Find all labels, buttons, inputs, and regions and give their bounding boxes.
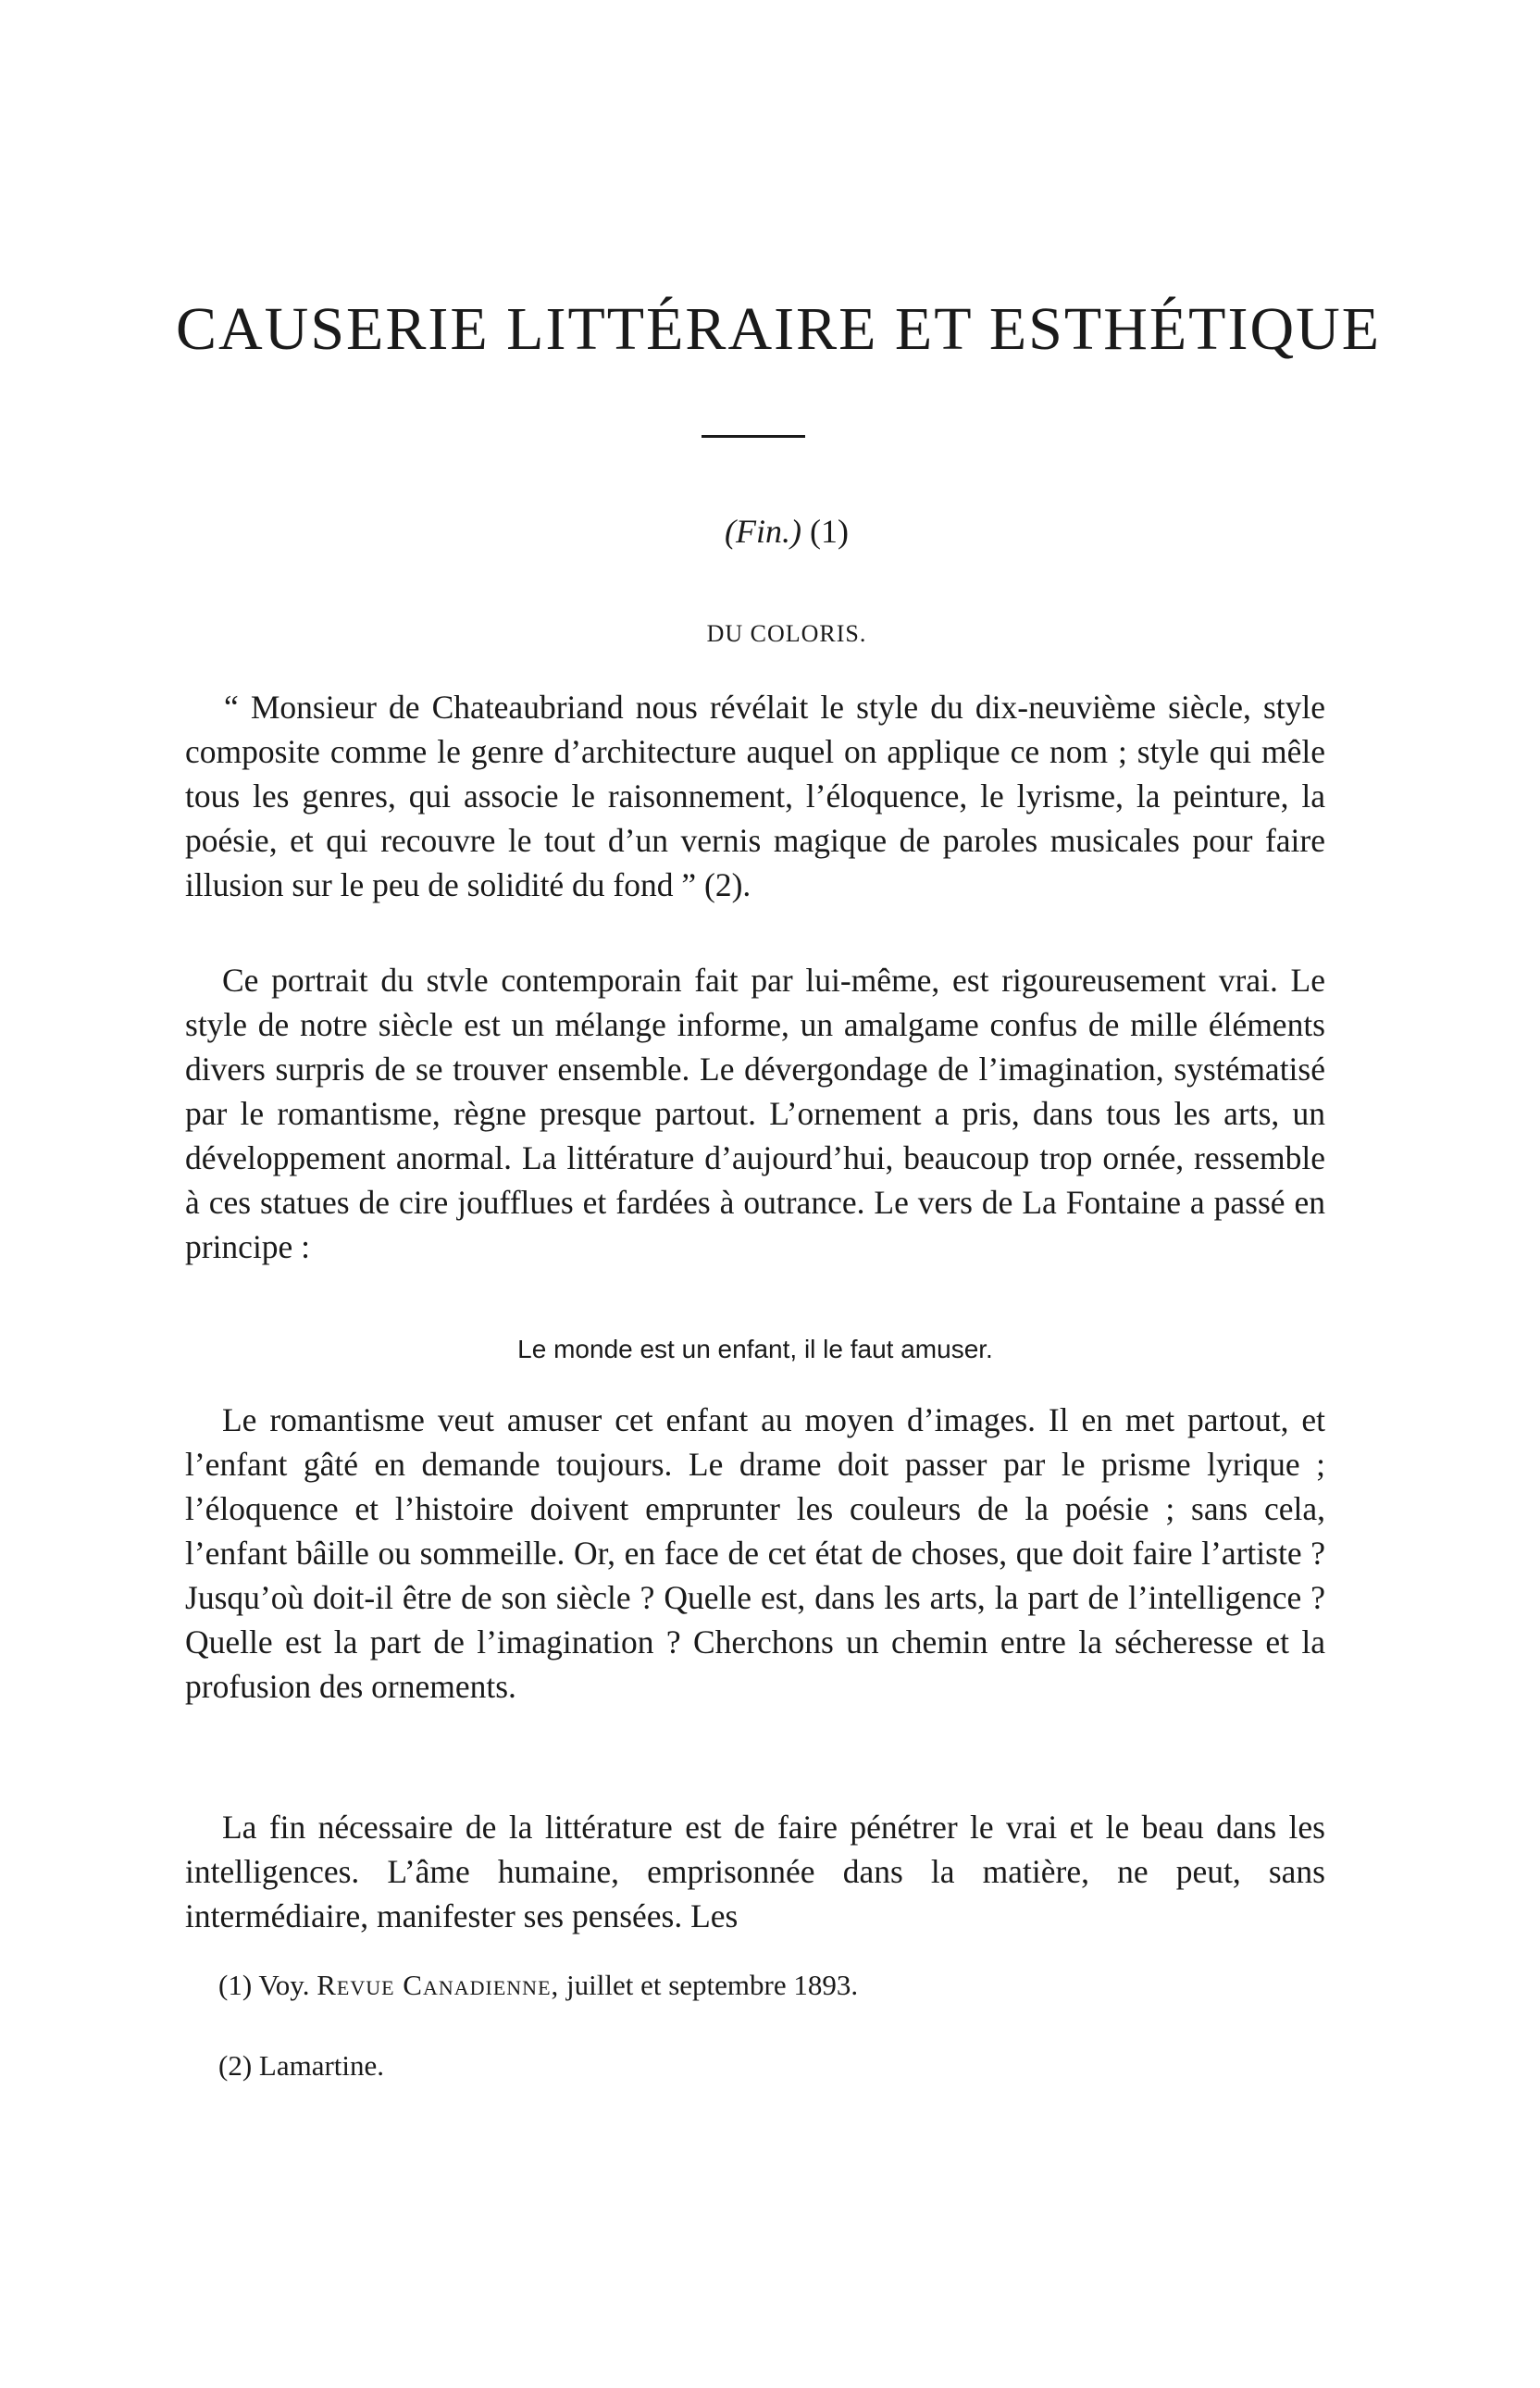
footnote-1-suffix: juillet et septembre 1893. <box>566 1969 859 2001</box>
paragraph-4: La fin nécessaire de la littérature est de faire pénétrer le vrai et le beau dans les intelligences. L’âme humaine, emprisonnée dans la matière, ne peut, sans intermédiaire, manifester ses pensées. Les <box>185 1809 1325 1934</box>
section-heading: DU COLORIS. <box>706 620 867 647</box>
fin-label: (Fin.) <box>725 513 801 550</box>
footnote-1-journal: Revue Canadienne, <box>317 1969 560 2001</box>
paragraph-2: Ce portrait du stvle contemporain fait par lui-même, est rigoureusement vrai. Le style de notre siècle est un mélange informe, un amalgame confus de mille éléments divers surpris de se trouver ensemble. Le dévergondage de l’imagination, systématisé par le romantisme, règne presque partout. L’ornement a pris, dans tous les arts, un développement anormal. La littérature d’aujourd’hui, beaucoup trop ornée, ressemble à ces statues de cire joufflues et fardées à outrance. Le vers de La Fontaine a passé en principe : <box>185 962 1325 1265</box>
footnote-2: (2) Lamartine. <box>218 2049 385 2082</box>
footnote-ref: (1) <box>809 513 849 550</box>
page-title: CAUSERIE LITTÉRAIRE ET ESTHÉTIQUE <box>176 295 1382 363</box>
verse-quote: Le monde est un enfant, il le faut amuser. <box>517 1335 993 1363</box>
paragraph-3: Le romantisme veut amuser cet enfant au moyen d’images. Il en met partout, et l’enfant gâté en demande toujours. Le drame doit passer par le prisme lyrique ; l’éloquence et l’histoire doivent emprunter les couleurs de la poésie ; sans cela, l’enfant bâille ou sommeille. Or, en face de cet état de choses, que doit faire l’artiste ? Jusqu’où doit-il être de son siècle ? Quelle est, dans les arts, la part de l’intelligence ? Quelle est la part de l’imagination ? Cherchons un chemin entre la sécheresse et la profusion des ornements. <box>185 1401 1325 1705</box>
paragraph-1: “ Monsieur de Chateaubriand nous révélait le style du dix-neuvième siècle, style composite comme le genre d’architecture auquel on applique ce nom ; style qui mêle tous les genres, qui associe le raisonnement, l’éloquence, le lyrisme, la peinture, la poésie, et qui recouvre le tout d’un vernis magique de paroles musicales pour faire illusion sur le peu de solidité du fond ” (2). <box>185 689 1325 903</box>
footnote-1 <box>218 1969 1236 2002</box>
footnote-1-prefix: (1) Voy. <box>218 1969 310 2001</box>
title-rule <box>702 435 805 438</box>
continuation-note <box>555 512 1018 551</box>
